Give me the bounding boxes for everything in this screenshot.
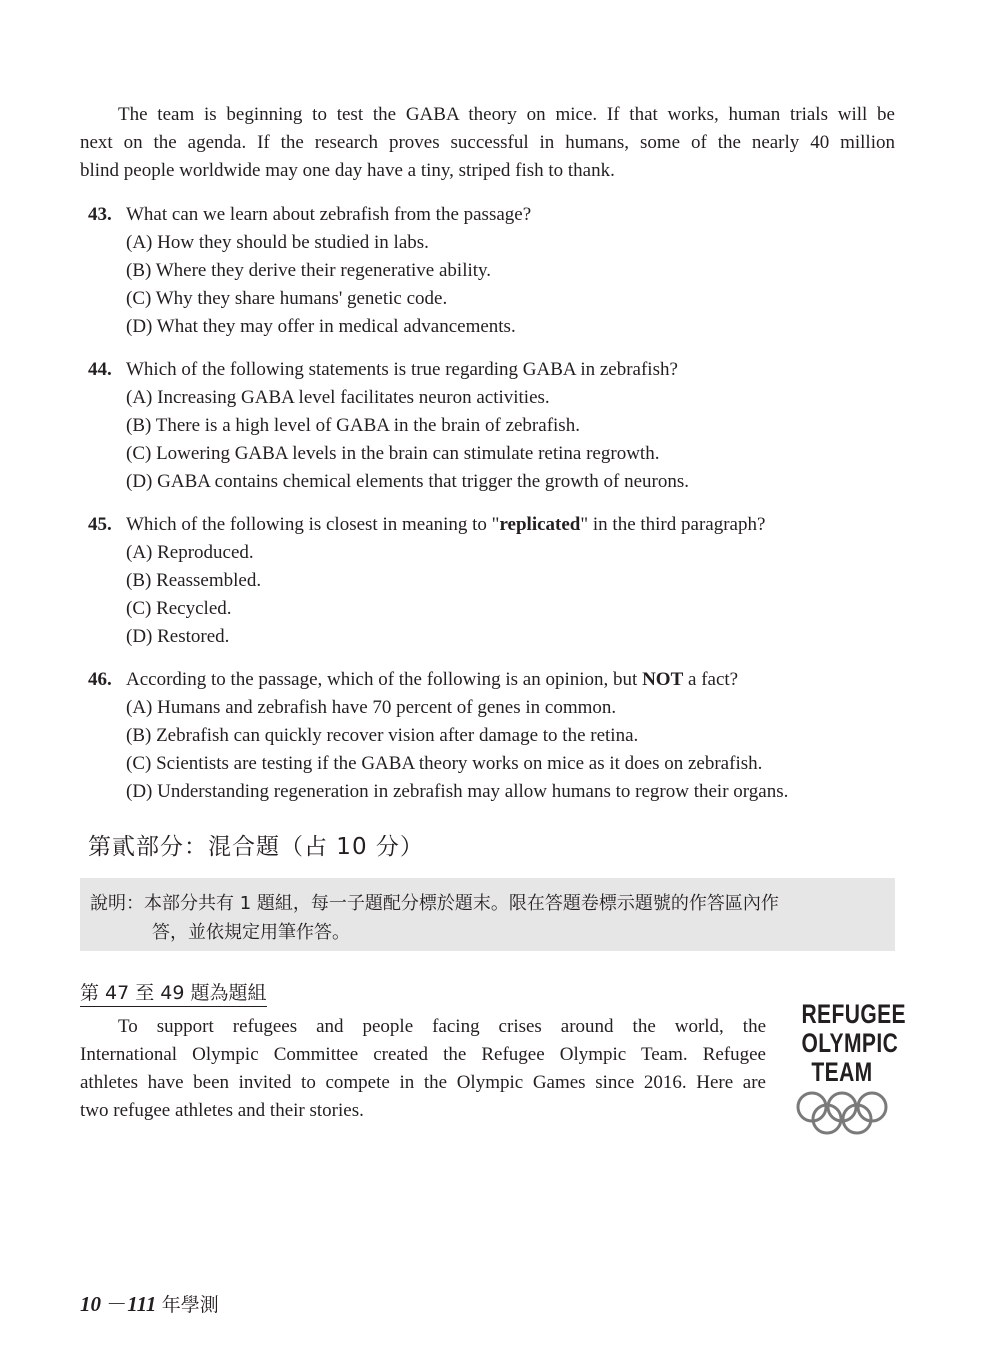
question-43-text: What can we learn about zebrafish from the passage? — [126, 204, 532, 225]
question-45-option-b: (B) Reassembled. — [126, 570, 262, 591]
question-43-option-c: (C) Why they share humans' genetic code. — [126, 288, 448, 309]
question-45-text-after: " in the third paragraph? — [580, 514, 766, 535]
intro-line-1: The team is beginning to test the GABA theory on mice. If that works, human trials will be — [118, 104, 895, 125]
question-45-option-a: (A) Reproduced. — [126, 542, 254, 563]
question-43-number: 43. — [88, 204, 112, 225]
question-43 — [88, 201, 908, 341]
section-title: 第貳部分：混合題（占 10 分） — [88, 834, 424, 860]
question-43-option-b: (B) Where they derive their regenerative ability. — [126, 260, 492, 281]
question-44-text: Which of the following statements is true regarding GABA in zebrafish? — [126, 359, 678, 380]
exam-year: 111 — [127, 1292, 157, 1316]
instructions-line-2: 答，並依規定用筆作答。 — [152, 922, 350, 943]
question-group-title: 第 47 至 49 題為題組 — [80, 978, 267, 1007]
question-44-option-a: (A) Increasing GABA level facilitates neuron activities. — [126, 387, 550, 408]
question-46-stem — [88, 666, 908, 694]
question-46 — [88, 666, 908, 806]
exam-name: 年學測 — [161, 1294, 219, 1316]
question-45-number: 45. — [88, 514, 112, 535]
refugee-line-1: To support refugees and people facing crises around the world, the — [118, 1016, 766, 1037]
question-46-option-d: (D) Understanding regeneration in zebrafish may allow humans to regrow their organs. — [126, 781, 789, 802]
refugee-line-3: athletes have been invited to compete in the Olympic Games since 2016. Here are — [80, 1072, 766, 1093]
question-46-text-before: According to the passage, which of the following is an opinion, but — [126, 669, 643, 690]
question-46-text-after: a fact? — [683, 669, 739, 690]
question-46-keyword: NOT — [642, 669, 684, 690]
refugee-olympic-team-logo — [790, 999, 906, 1135]
question-44-option-b: (B) There is a high level of GABA in the brain of zebrafish. — [126, 415, 580, 436]
footer-dash: － — [106, 1292, 128, 1316]
logo-wordmark — [801, 999, 906, 1087]
question-46-option-c: (C) Scientists are testing if the GABA theory works on mice as it does on zebrafish. — [126, 753, 763, 774]
logo-line-1: REFUGEE — [801, 999, 906, 1029]
question-46-option-a: (A) Humans and zebrafish have 70 percent of genes in common. — [126, 697, 617, 718]
intro-paragraph — [80, 101, 895, 185]
question-45-text-before: Which of the following is closest in meaning to " — [126, 514, 500, 535]
question-43-option-a: (A) How they should be studied in labs. — [126, 232, 429, 253]
intro-line-2: next on the agenda. If the research proves successful in humans, some of the nearly 40 million — [80, 132, 895, 153]
question-43-option-d: (D) What they may offer in medical advancements. — [126, 316, 516, 337]
olympic-rings-icon — [795, 1091, 889, 1135]
question-45-option-c: (C) Recycled. — [126, 598, 232, 619]
refugee-line-2: International Olympic Committee created the Refugee Olympic Team. Refugee — [80, 1044, 766, 1065]
question-44-option-c: (C) Lowering GABA levels in the brain can stimulate retina regrowth. — [126, 443, 660, 464]
question-45 — [88, 511, 908, 651]
refugee-line-4: two refugee athletes and their stories. — [80, 1100, 364, 1121]
page-number: 10 — [80, 1292, 101, 1316]
question-46-option-b: (B) Zebrafish can quickly recover vision after damage to the retina. — [126, 725, 639, 746]
question-44-stem — [88, 356, 908, 384]
question-45-stem — [88, 511, 908, 539]
question-44 — [88, 356, 908, 496]
question-44-option-d: (D) GABA contains chemical elements that trigger the growth of neurons. — [126, 471, 689, 492]
intro-line-3: blind people worldwide may one day have a tiny, striped fish to thank. — [80, 160, 615, 181]
question-46-number: 46. — [88, 669, 112, 690]
refugee-paragraph — [80, 1013, 766, 1125]
question-44-number: 44. — [88, 359, 112, 380]
question-45-keyword: replicated — [499, 514, 581, 535]
page-footer — [80, 1288, 219, 1318]
instructions-line-1: 說明：本部分共有 1 題組，每一子題配分標於題末。限在答題卷標示題號的作答區內作 — [90, 893, 779, 914]
question-45-option-d: (D) Restored. — [126, 626, 230, 647]
logo-line-3: TEAM — [811, 1057, 873, 1087]
instructions-box — [80, 878, 895, 951]
question-43-stem — [88, 201, 908, 229]
logo-line-2: OLYMPIC — [801, 1028, 899, 1058]
